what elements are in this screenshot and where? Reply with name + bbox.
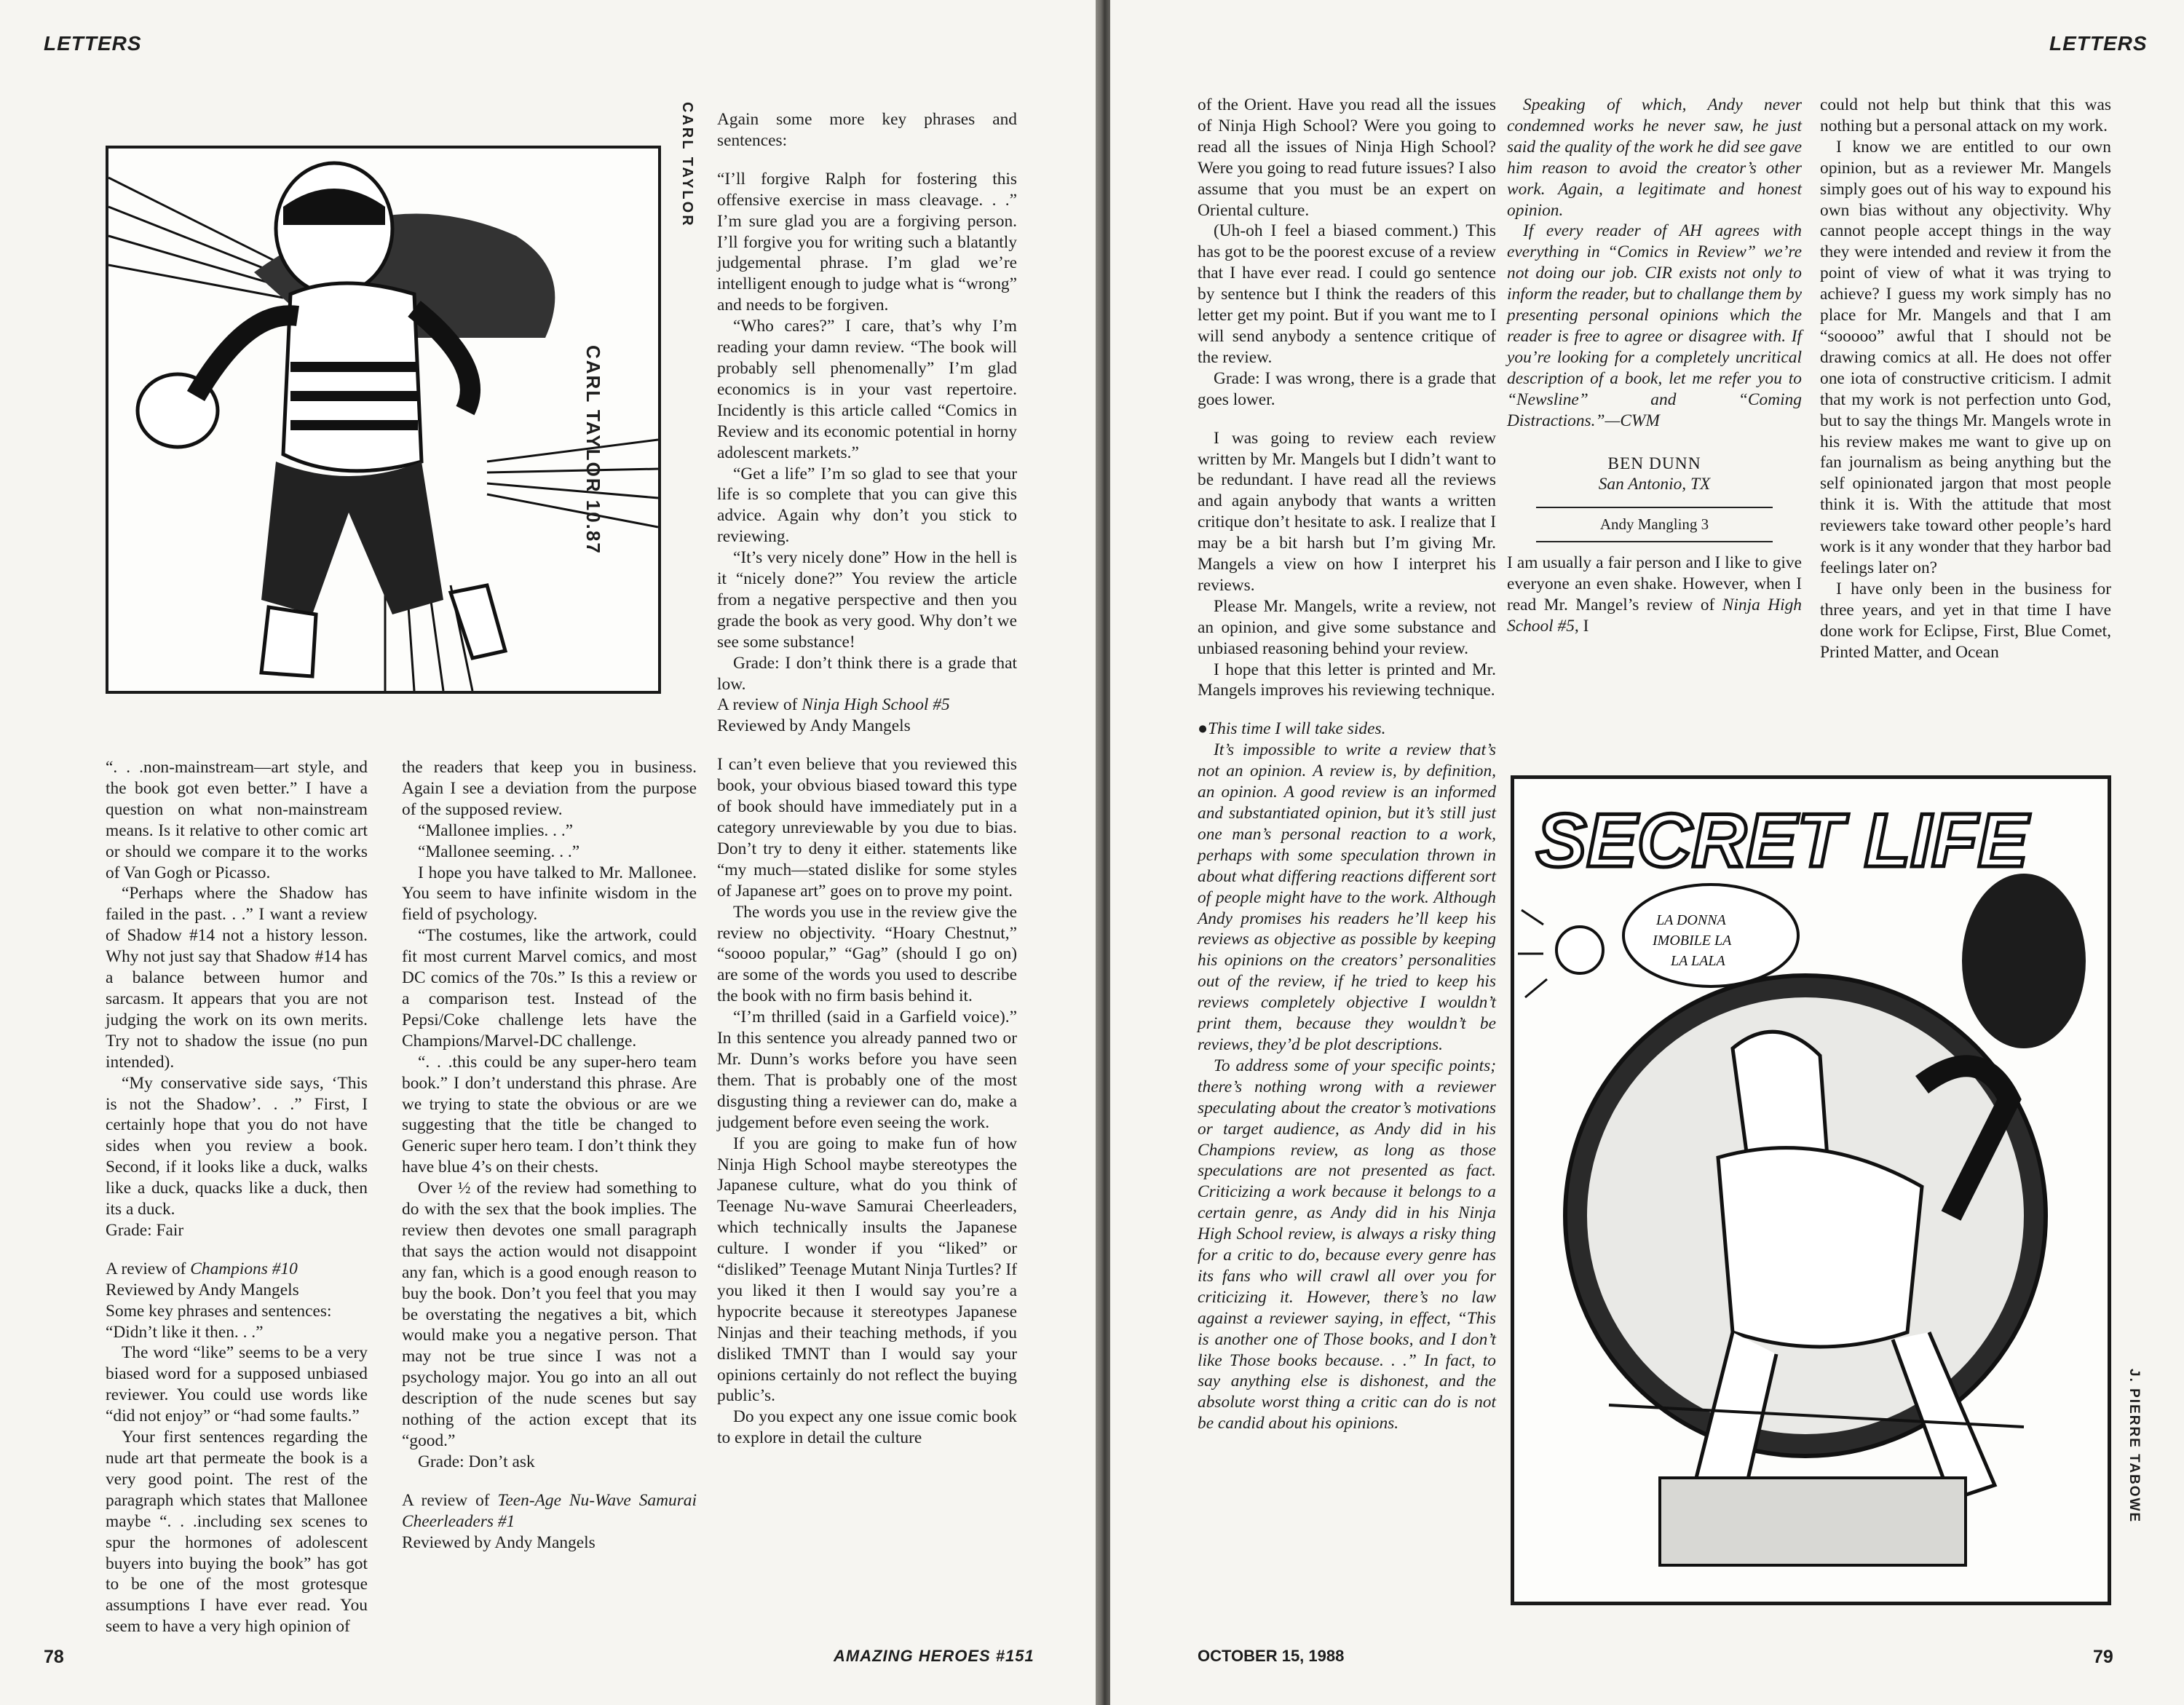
review-heading: A review of Champions #10 bbox=[106, 1259, 298, 1278]
editor-reply: It’s impossible to write a review that’s not an opinion. A review is, by definition, an opinion. A good review is an informed and substantiated opinion, but it’s still just one man’s personal reaction to a work, perhaps with some speculation thrown in about what differing reactions different sort of people might have to the work. Although Andy promises his readers he’ll keep his reviews as objective as possible by keeping his opinions on the creators’ personalities out of the review, if he tried to keep his reviews completely objective I wouldn’t print them, because they wouldn’t be reviews, they’d be plot descriptions. bbox=[1198, 740, 1496, 1054]
byline: Reviewed by Andy Mangels bbox=[717, 716, 911, 736]
page-number-right: 79 bbox=[2093, 1647, 2113, 1667]
paragraph: “I’m thrilled (said in a Garfield voice).” In this sentence you already panned two or Mr. Dunn’s works before you have seen them. That is probably one of the most disgusting thing a reviewer can do, make a judgement before even seeing the work. bbox=[717, 1008, 1017, 1132]
grade: Grade: Don’t ask bbox=[418, 1452, 535, 1471]
superhero-illustration bbox=[106, 146, 661, 694]
signature-location: San Antonio, TX bbox=[1598, 475, 1711, 494]
paragraph: of the Orient. Have you read all the issues of Ninja High School? Were you going to read all the issues of Ninja High School? Were you going to read future issues? I also assume that you must be an expert on Oriental culture. bbox=[1198, 95, 1496, 220]
paragraph: (Uh-oh I feel a biased comment.) This has got to be the poorest excuse of a review that I have ever read. I could go sentence by sentence but I think the readers of this letter get my point. But if you want me to I will send anybody a sentence critique of the review. bbox=[1198, 221, 1496, 367]
page-number-left: 78 bbox=[44, 1647, 64, 1667]
signature-name: BEN DUNN bbox=[1607, 454, 1701, 473]
running-head-right: LETTERS bbox=[2049, 32, 2148, 55]
paragraph: Your first sentences regarding the nude art that permeate the book is a very good point. The rest of the paragraph which states that Mallonee maybe “. . .including sex scenes to spur the hormones of adolescent buyers into buying the book” has got to be one of the most grotesque assumptions I have ever read. You seem to have a very high opinion of bbox=[106, 1428, 368, 1637]
quote: “Mallonee implies. . .” bbox=[418, 820, 574, 840]
svg-text:LA LALA: LA LALA bbox=[1671, 953, 1725, 969]
secret-life-illustration bbox=[1511, 775, 2111, 1605]
paragraph: I am usually a fair person and I like to give everyone an even shake. However, when I read Mr. Mangel’s review of Ninja High School #5, I bbox=[1507, 553, 1802, 636]
letter-signature bbox=[1507, 454, 1802, 496]
paragraph: “Get a life” I’m so glad to see that your life is so complete that you can give this advice. Again why don’t you stick to reviewing. bbox=[717, 464, 1017, 547]
paragraph: the readers that keep you in business. Again I see a deviation from the purpose of the supposed review. bbox=[402, 758, 697, 819]
illustration-title: SECRET LIFE bbox=[1536, 799, 2029, 883]
byline: Reviewed by Andy Mangels bbox=[106, 1280, 299, 1299]
quote: “Didn’t like it then. . .” bbox=[106, 1322, 264, 1342]
right-column-a bbox=[1198, 95, 1496, 1434]
right-column-c bbox=[1820, 95, 2111, 662]
secret-life-drawing bbox=[1514, 779, 2108, 1602]
paragraph: “Who cares?” I care, that’s why I’m reading your damn review. “The book will probably sell phenomenally” I’m glad economics is in your vast repertoire. Incidently is this article called “Comics in Review and its economic potential in horny adolescent markets.” bbox=[717, 317, 1017, 462]
paragraph: If you are going to make fun of how Ninja High School maybe stereotypes the Japanese culture, what do you think of Teenage Nu-wave Samurai Cheerleaders, which technically insults the Japanese culture. I wonder if you “liked” or “disliked” Teenage Mutant Ninja Turtles? If you liked it then I would say you’re a hypocrite because it stereotypes Japanese Ninjas and their teaching methods, if you disliked TMNT than I would say your opinions certainly do not reflect the buying public’s. bbox=[717, 1134, 1017, 1406]
grade: Grade: I don’t think there is a grade that low. bbox=[717, 653, 1017, 694]
paragraph: I hope you have talked to Mr. Mallonee. You seem to have infinite wisdom in the field of psychology. bbox=[402, 863, 697, 925]
divider-rule bbox=[1536, 541, 1773, 542]
running-head-left: LETTERS bbox=[44, 32, 142, 55]
illustration-credit-left: CARL TAYLOR bbox=[679, 102, 695, 228]
editor-reply-lead: ●This time I will take sides. bbox=[1198, 719, 1386, 739]
paragraph: Over ½ of the review had something to do with the sex that the book implies. The review then devotes one small paragraph that says the action would not disappoint any fan, which is a good enough reason to buy the book. Don’t you feel that you may be overstating the negatives a bit, which would make you a negative person. That may not be true since I was not a psychology major. You go into an all out description of the nude scenes but say nothing of the action except that its “good.” bbox=[402, 1179, 697, 1450]
grade: Grade: I was wrong, there is a grade that goes lower. bbox=[1198, 368, 1496, 409]
paragraph: The word “like” seems to be a very biased word for a supposed unbiased reviewer. You could use words like “did not enjoy” or “had some faults.” bbox=[106, 1343, 368, 1426]
byline: Reviewed by Andy Mangels bbox=[402, 1532, 596, 1552]
letter-heading: Andy Mangling 3 bbox=[1599, 515, 1709, 534]
quote: “Mallonee seeming. . .” bbox=[418, 842, 580, 861]
divider-rule bbox=[1536, 507, 1773, 508]
editor-reply: If every reader of AH agrees with everything in “Comics in Review” we’re not doing our job. CIR exists not only to inform the reader, but to challange them by presenting personal opinions which the reader is free to agree or disagree with. If you’re looking for a completely uncritical description of a book, let me refer you to “Newsline” and “Coming Distractions.”—CWM bbox=[1507, 221, 1802, 430]
paragraph: “My conservative side says, ‘This is not the Shadow’. . .” First, I certainly hope that you do not have sides when you review a book. Second, if it looks like a duck, walks like a duck, quacks like a duck, then its a duck. bbox=[106, 1073, 368, 1219]
right-page bbox=[1110, 0, 2184, 1705]
svg-text:LA DONNA: LA DONNA bbox=[1656, 912, 1726, 928]
paragraph: could not help but think that this was nothing but a personal attack on my work. bbox=[1820, 95, 2111, 135]
review-heading: A review of Teen-Age Nu-Wave Samurai Cheerleaders #1 bbox=[402, 1490, 697, 1531]
editor-reply: To address some of your specific points; there’s nothing wrong with a reviewer speculating about the creator’s motivations or target audience, as Andy did in his Champions review, as long as those speculations are not presented as fact. Criticizing a work because it belongs to a certain genre, as Andy did in his Ninja High School review, is always a risky thing for a critic to do, because every genre has its fans who will crawl all over you for criticizing it. However, there’s no law against a reviewer saying, in effect, “This is another one of Those books, and I don’t like Those books because. . .” In fact, to say anything else is dishonest, and the absolute worst thing a critic can do is not be candid about his opinions. bbox=[1198, 1056, 1496, 1433]
illustration-credit-right: J. PIERRE TABOWE bbox=[2126, 1369, 2142, 1524]
paragraph: The words you use in the review give the review no objectivity. “Hoary Chestnut,” “soooo popular,” “Gag” (should I go on) are some of the words you used to describe the book with no firm basis behind it. bbox=[717, 902, 1017, 1006]
paragraph: I hope that this letter is printed and Mr. Mangels improves his reviewing technique. bbox=[1198, 660, 1496, 700]
svg-text:IMOBILE LA: IMOBILE LA bbox=[1653, 933, 1732, 949]
review-heading: A review of Ninja High School #5 bbox=[717, 695, 950, 715]
paragraph: “The costumes, like the artwork, could fit most current Marvel comics, and most DC comics of the 70s.” Is this a review or a comparison test. Instead of the Pepsi/Coke challenge lets have the Champions/Marvel-DC challenge. bbox=[402, 926, 697, 1051]
editor-reply: Speaking of which, Andy never condemned works he never saw, he just said the quality of the work he did see gave him reason to avoid the creator’s other work. Again, a legitimate and honest opinion. bbox=[1507, 95, 1802, 220]
illustration-signature: CARL TAYLOR 10.87 bbox=[582, 345, 604, 555]
paragraph: Please Mr. Mangels, write a review, not an opinion, and give some substance and unbiased reasoning behind your review. bbox=[1198, 596, 1496, 658]
paragraph: “Perhaps where the Shadow has failed in the past. . .” I want a review of Shadow #14 not a history lesson. Why not just say that Shadow #14 has a balance between humor and sarcasm. It appears that you are not judging the work on its own merits. Try not to shadow the issue (no pun intended). bbox=[106, 884, 368, 1072]
paragraph: “. . .this could be any super-hero team book.” I don’t understand this phrase. Are we trying to state the obvious or are we suggesting that the title be changed to Generic super hero team. I don’t think they have blue 4’s on their chests. bbox=[402, 1052, 697, 1177]
paragraph: “. . .non-mainstream—art style, and the book got even better.” I have a question on what non-mainstream means. Is it relative to other comic art or should we compare it to the works of Van Gogh or Picasso. bbox=[106, 758, 368, 882]
paragraph: Again some more key phrases and sentences: bbox=[717, 110, 1017, 150]
left-column-c bbox=[717, 109, 1017, 1449]
footer-date: OCTOBER 15, 1988 bbox=[1198, 1647, 1345, 1665]
paragraph: Do you expect any one issue comic book to explore in detail the culture bbox=[717, 1407, 1017, 1448]
left-column-a bbox=[106, 757, 368, 1637]
paragraph: I have only been in the business for three years, and yet in that time I have done work for Eclipse, First, Blue Comet, Printed Matter, and Ocean bbox=[1820, 579, 2111, 662]
paragraph: I was going to review each review written by Mr. Mangels but I didn’t want to be redundant. I have read all the reviews and again anybody that wants a written critique don’t hesitate to ask. I realize that I may be a bit harsh but I’m giving Mr. Mangels a view on how I interpret his reviews. bbox=[1198, 428, 1496, 595]
paragraph: I can’t even believe that you reviewed this book, your obvious biased toward this type of book should have immediately put in a category unreviewable by you due to bias. Don’t try to deny it either. statements like “my much—stated dislike for some styles of Japanese art” goes on to prove my point. bbox=[717, 755, 1017, 901]
right-column-b bbox=[1507, 95, 1802, 637]
paragraph: I know we are entitled to our own opinion, but as a reviewer Mr. Mangels simply goes out of his way to expound his own bias without any objectivity. Why cannot people accept things in the way they were intended and review it from the point of view of what it was trying to achieve? I guess my work simply has no place for Mr. Mangels and that I am “sooooo” awful that I should not be drawing comics at all. He does not offer one iota of constructive criticism. I admit that my work is not perfection unto God, but to say the things Mr. Mangels wrote in his review makes me want to give up on fan journalism as being anything but the self opinionated jargon that most people think it is. With the attitude that most reviewers take toward other people’s hard work is it any wonder that they harbor bad feelings later on? bbox=[1820, 137, 2111, 577]
paragraph: Some key phrases and sentences: bbox=[106, 1301, 332, 1321]
footer-magazine-title: AMAZING HEROES #151 bbox=[834, 1647, 1034, 1665]
superhero-drawing bbox=[108, 149, 658, 691]
paragraph: “I’ll forgive Ralph for fostering this offensive exercise in mass cleavage. . .” I’m sure glad you are a forgiving person. I’ll forgive you for writing such a blatantly judgemental phrase. I’m glad we’re intelligent enough to judge what is “wrong” and needs to be forgiven. bbox=[717, 169, 1017, 315]
grade: Grade: Fair bbox=[106, 1220, 184, 1240]
left-column-b bbox=[402, 757, 697, 1554]
paragraph: “It’s very nicely done” How in the hell is it “nicely done?” You review the article from a negative perspective and then you grade the book as very good. Why don’t we see some substance! bbox=[717, 548, 1017, 652]
